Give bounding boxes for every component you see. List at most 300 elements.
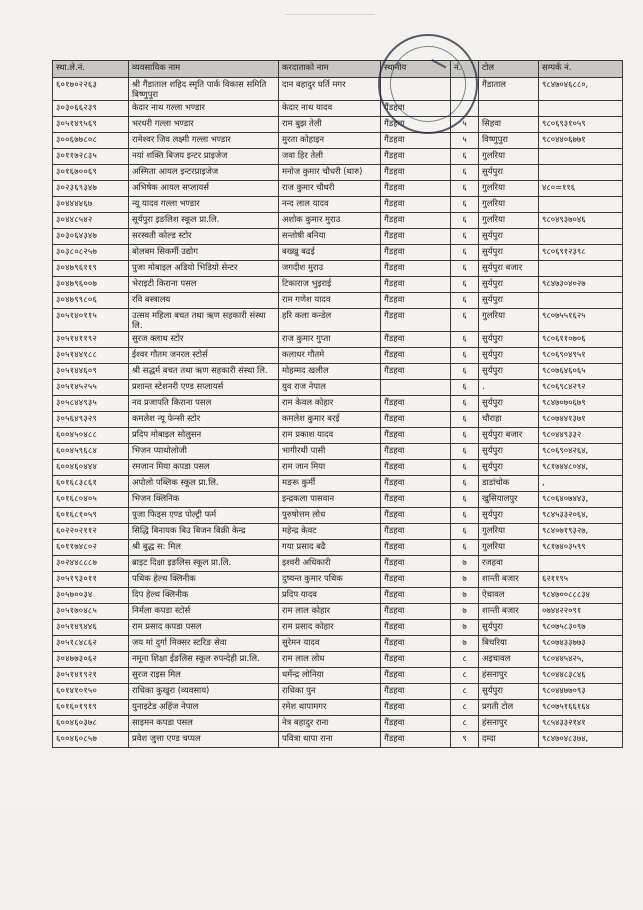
tole-cell: हंसनापुर: [479, 668, 539, 684]
reg-number-cell: ६००४५९६८४: [53, 444, 129, 460]
reg-number-cell: ३०५१४९५६९: [53, 117, 129, 133]
business-name-cell: न्यू यादव गल्ला भण्डार: [129, 197, 279, 213]
taxpayer-name-cell: राम लाल लोध: [279, 652, 381, 668]
taxpayer-name-cell: राम जान मिया: [279, 460, 381, 476]
ward-number-cell: ६: [451, 261, 479, 277]
business-name-cell: प्रवेश जुत्ता एण्ड चप्पल: [129, 732, 279, 748]
business-name-cell: सुरज राइस मिल: [129, 668, 279, 684]
reg-number-cell: ३०४४८५४२: [53, 213, 129, 229]
table-row: [53, 604, 623, 620]
taxpayer-name-cell: कलाधर गौतमे: [279, 348, 381, 364]
business-name-cell: कमलेश न्यू फेन्सी स्टोर: [129, 412, 279, 428]
business-name-cell: राधिका कुखुरा (व्यवसाय): [129, 684, 279, 700]
ward-number-cell: ७: [451, 620, 479, 636]
reg-number-cell: ३०४७९६११९: [53, 261, 129, 277]
tole-cell: दम्दा: [479, 732, 539, 748]
address-cell: गैंडहवा: [381, 636, 451, 652]
address-cell: गैंडहवा: [381, 213, 451, 229]
contact-number-cell: ९८०४४५४२५,: [539, 652, 623, 668]
taxpayer-name-cell: राम बुझ तेली: [279, 117, 381, 133]
address-cell: गैंडहवा: [381, 261, 451, 277]
table-row: [53, 700, 623, 716]
taxpayer-name-cell: प्रदिप यादव: [279, 588, 381, 604]
table-row: [53, 245, 623, 261]
tole-cell: सुर्यपुरा: [479, 245, 539, 261]
address-cell: गैंडहवा: [381, 508, 451, 524]
address-cell: गैंडहवा: [381, 181, 451, 197]
table-row: [53, 460, 623, 476]
address-cell: गैंडहवा: [381, 684, 451, 700]
table-row: [53, 149, 623, 165]
tole-cell: गुलरिया: [479, 149, 539, 165]
reg-number-cell: ३०३८०८२५७: [53, 245, 129, 261]
business-name-cell: सूर्यपुरा इङलिश स्कूल प्रा.लि.: [129, 213, 279, 229]
tole-cell: विष्णुपुरा: [479, 133, 539, 149]
address-cell: गैंडहवा: [381, 428, 451, 444]
contact-number-cell: ९८०७६४६०६५: [539, 364, 623, 380]
ward-number-cell: ९: [451, 732, 479, 748]
address-cell: गैंडहवा: [381, 197, 451, 213]
tole-cell: सुर्यपुरा: [479, 684, 539, 700]
tole-cell: हंसनापुर: [479, 716, 539, 732]
tole-cell: खुसियालपुर: [479, 492, 539, 508]
tole-cell: ऐचावल: [479, 588, 539, 604]
table-row: [53, 428, 623, 444]
ward-number-cell: ६: [451, 332, 479, 348]
ward-number-cell: ८: [451, 652, 479, 668]
taxpayer-name-cell: राम केवल कोहार: [279, 396, 381, 412]
taxpayer-name-cell: गया प्रसाद बढै: [279, 540, 381, 556]
ward-number-cell: ६: [451, 460, 479, 476]
tole-cell: गुलरिया: [479, 197, 539, 213]
tole-cell: शान्ती बजार: [479, 572, 539, 588]
address-cell: गैंडहवा: [381, 149, 451, 165]
contact-number-cell: ९८०४९३७०४६: [539, 213, 623, 229]
address-cell: गैंडहवा: [381, 133, 451, 149]
taxpayer-name-cell: इश्वरी अधिकारी: [279, 556, 381, 572]
table-row: [53, 332, 623, 348]
address-cell: गैंडहवा: [381, 101, 451, 117]
ward-number-cell: ६: [451, 348, 479, 364]
reg-number-cell: ३०३०६४३४७: [53, 229, 129, 245]
business-name-cell: भिजन क्लिनिक: [129, 492, 279, 508]
contact-number-cell: ९८१७४४८०४४,: [539, 460, 623, 476]
tole-cell: सुर्यपुरा: [479, 229, 539, 245]
reg-number-cell: ३०१६७००६९: [53, 165, 129, 181]
tole-cell: .: [479, 380, 539, 396]
contact-number-cell: ९८४७३०४०२७: [539, 277, 623, 293]
taxpayer-name-cell: इन्द्रकला पासवान: [279, 492, 381, 508]
table-row: [53, 668, 623, 684]
address-cell: गैंडहवा: [381, 572, 451, 588]
table-row: [53, 652, 623, 668]
reg-number-cell: ३०५१४५२५५: [53, 380, 129, 396]
address-cell: गैंडहवा: [381, 165, 451, 181]
taxpayer-name-cell: दान बहादुर घर्ति मगर: [279, 78, 381, 101]
header-taxpayer-name: करदाताको नाम: [279, 61, 381, 78]
contact-number-cell: ९८०६९१२३९८: [539, 245, 623, 261]
table-row: [53, 620, 623, 636]
contact-number-cell: [539, 261, 623, 277]
contact-number-cell: ९८१७४०३५९९: [539, 540, 623, 556]
tole-cell: सुर्यपुरा: [479, 508, 539, 524]
tole-cell: गुलरिया: [479, 540, 539, 556]
taxpayer-name-cell: मनोज कुमार चौधरी (थारु): [279, 165, 381, 181]
table-row: [53, 78, 623, 101]
ward-number-cell: ५: [451, 133, 479, 149]
table-row: [53, 293, 623, 309]
business-name-cell: रामेश्वर जिव लक्ष्मी गल्ला भण्डार: [129, 133, 279, 149]
contact-number-cell: ९८०४४०६७७१: [539, 133, 623, 149]
address-cell: गैंडहवा: [381, 348, 451, 364]
ward-number-cell: ६: [451, 364, 479, 380]
ward-number-cell: ६: [451, 213, 479, 229]
ward-number-cell: ६: [451, 277, 479, 293]
reg-number-cell: ३०३०६६२३९: [53, 101, 129, 117]
taxpayer-name-cell: राम प्रसाद कोहार: [279, 620, 381, 636]
ward-number-cell: ६: [451, 380, 479, 396]
reg-number-cell: ३०५८४४९३५: [53, 396, 129, 412]
contact-number-cell: ९८०७५८३०९७: [539, 620, 623, 636]
taxpayer-name-cell: भागीरथी पासी: [279, 444, 381, 460]
tole-cell: सिहवा: [479, 117, 539, 133]
address-cell: [381, 380, 451, 396]
contact-number-cell: ९८०६९३१०५९: [539, 117, 623, 133]
table-row: [53, 213, 623, 229]
taxpayer-name-cell: दुष्यन्त कुमार पथिक: [279, 572, 381, 588]
reg-number-cell: ३०५६४९३२९: [53, 412, 129, 428]
ward-number-cell: ६: [451, 245, 479, 261]
business-name-cell: श्री गैंडाताल शहिद स्मृति पार्क विकास समिति बिष्णुपुरा: [129, 78, 279, 101]
table-row: [53, 732, 623, 748]
reg-number-cell: ६०१६०१९१९: [53, 700, 129, 716]
ward-number-cell: ५: [451, 117, 479, 133]
ward-number-cell: ७: [451, 588, 479, 604]
reg-number-cell: ३०५१४४१८८: [53, 348, 129, 364]
header-contact: सम्पर्क नं.: [539, 61, 623, 78]
business-name-cell: दिप हेल्थ क्लिनीक: [129, 588, 279, 604]
ward-number-cell: ६: [451, 540, 479, 556]
taxpayer-name-cell: जगदीश मुराउ: [279, 261, 381, 277]
table-body: [53, 78, 623, 748]
reg-number-cell: ३०२३६९३४७: [53, 181, 129, 197]
tole-cell: रजहवा: [479, 556, 539, 572]
table-row: [53, 716, 623, 732]
table-row: [53, 117, 623, 133]
business-name-cell: प्रशान्त स्टेशनरी एण्ड सप्लायर्स: [129, 380, 279, 396]
header-reg-no: स्था.ले.नं.: [53, 61, 129, 78]
reg-number-cell: ६००४६०८५७: [53, 732, 129, 748]
address-cell: गैंडहवा: [381, 293, 451, 309]
table-row: [53, 309, 623, 332]
business-name-cell: रमजान मिया कपडा पसल: [129, 460, 279, 476]
taxpayer-name-cell: सन्तोषी बनिया: [279, 229, 381, 245]
contact-number-cell: ९८०६४०७४४३,: [539, 492, 623, 508]
business-name-cell: भेराइटी किराना पसल: [129, 277, 279, 293]
business-name-cell: ईश्वर गौतम जनरल स्टोर्स: [129, 348, 279, 364]
business-name-cell: श्री सद्धर्म बचत तथा ऋण सहकारी संस्था लि.: [129, 364, 279, 380]
ward-number-cell: ८: [451, 700, 479, 716]
business-name-cell: भरधरी गल्ला भण्डार: [129, 117, 279, 133]
contact-number-cell: ९८०४४७७०९३: [539, 684, 623, 700]
ward-number-cell: ६: [451, 428, 479, 444]
business-name-cell: अपोलो पब्लिक स्कूल प्रा.लि.: [129, 476, 279, 492]
tole-cell: गैंडाताल: [479, 78, 539, 101]
table-row: [53, 261, 623, 277]
address-cell: गैंडहवा: [381, 364, 451, 380]
ward-number-cell: ८: [451, 668, 479, 684]
ward-number-cell: ८: [451, 716, 479, 732]
taxpayer-name-cell: राज कुमार गुप्ता: [279, 332, 381, 348]
header-tole: टोल: [479, 61, 539, 78]
taxpayer-name-cell: राम प्रकाश यादव: [279, 428, 381, 444]
reg-number-cell: ३०४७७३०६२: [53, 652, 129, 668]
business-name-cell: सुरज क्लाथ स्टोर: [129, 332, 279, 348]
ward-number-cell: ६: [451, 524, 479, 540]
address-cell: गैंडहवा: [381, 556, 451, 572]
taxpayer-name-cell: टिकाराज भुइराई: [279, 277, 381, 293]
top-header-fragment: [285, 0, 375, 15]
taxpayer-name-cell: राम लाल कोहार: [279, 604, 381, 620]
table-row: [53, 229, 623, 245]
reg-number-cell: ६०११७४८०२: [53, 540, 129, 556]
business-name-cell: पुजा फिड्स एण्ड पोल्ट्री फर्म: [129, 508, 279, 524]
taxpayer-name-cell: पुरुषोत्तम लोध: [279, 508, 381, 524]
table-row: [53, 556, 623, 572]
reg-number-cell: ३०५१४०११५: [53, 309, 129, 332]
address-cell: गैंडहवा: [381, 652, 451, 668]
table-row: [53, 524, 623, 540]
ward-number-cell: ७: [451, 604, 479, 620]
ward-number-cell: ६: [451, 181, 479, 197]
table-row: [53, 444, 623, 460]
taxpayer-name-cell: धर्मेन्द्र लोनिया: [279, 668, 381, 684]
contact-number-cell: [539, 149, 623, 165]
tole-cell: सुर्यपुरा: [479, 348, 539, 364]
contact-number-cell: ९८४०७१९३२७,: [539, 524, 623, 540]
business-name-cell: युनाइटेड अहिंज नेपाल: [129, 700, 279, 716]
ward-number-cell: ६: [451, 508, 479, 524]
address-cell: गैंडहवा: [381, 732, 451, 748]
address-cell: गैंडहवा: [381, 700, 451, 716]
table-row: [53, 636, 623, 652]
business-name-cell: अभिषेक आयल सप्लायर्स: [129, 181, 279, 197]
taxpayer-name-cell: राज कुमार चौधरी: [279, 181, 381, 197]
address-cell: गैंडहवा: [381, 117, 451, 133]
ward-number-cell: ६: [451, 197, 479, 213]
ward-number-cell: ८: [451, 684, 479, 700]
address-cell: गैंडहवा: [381, 229, 451, 245]
table-row: [53, 492, 623, 508]
taxpayer-name-cell: पवित्रा थापा राना: [279, 732, 381, 748]
address-cell: गैंडहवा: [381, 492, 451, 508]
table-row: [53, 380, 623, 396]
ward-number-cell: ६: [451, 229, 479, 245]
address-cell: गैंडहवा: [381, 412, 451, 428]
ward-number-cell: ६: [451, 444, 479, 460]
reg-number-cell: ३०५१७०४८५: [53, 604, 129, 620]
reg-number-cell: ३०५१८४८६२: [53, 636, 129, 652]
contact-number-cell: ९८४७०४८३७४,: [539, 732, 623, 748]
ward-number-cell: ६: [451, 165, 479, 181]
table-row: [53, 277, 623, 293]
contact-number-cell: ९८४७००८८८३४: [539, 588, 623, 604]
business-name-cell: नमूना शिक्षा ईङलिस स्कूल रुपन्देही प्रा.लि.: [129, 652, 279, 668]
ward-number-cell: ६: [451, 149, 479, 165]
contact-number-cell: ९८०६९०४९५१: [539, 348, 623, 364]
taxpayer-name-cell: अशोक कुमार मुराउ: [279, 213, 381, 229]
taxpayer-name-cell: कमलेश कुमार बरई: [279, 412, 381, 428]
business-name-cell: साइमन कपडा पसल: [129, 716, 279, 732]
contact-number-cell: [539, 556, 623, 572]
reg-number-cell: ३०५१४४६०९: [53, 364, 129, 380]
contact-number-cell: ९८५४३३२१४१: [539, 716, 623, 732]
table-row: [53, 476, 623, 492]
table-row: [53, 165, 623, 181]
tole-cell: गुलरिया: [479, 309, 539, 332]
reg-number-cell: ६०१४१०१५०: [53, 684, 129, 700]
taxpayer-name-cell: मुरता कोहाइन: [279, 133, 381, 149]
header-ward: नं.: [451, 61, 479, 78]
taxpayer-name-cell: महेन्द्र केवट: [279, 524, 381, 540]
taxpayer-name-cell: हरि कला कन्डेल: [279, 309, 381, 332]
tole-cell: गुलरिया: [479, 524, 539, 540]
reg-number-cell: ३०४७९९८०६: [53, 293, 129, 309]
reg-number-cell: ३०४४४४६७: [53, 197, 129, 213]
table-row: [53, 181, 623, 197]
contact-number-cell: ९८०७५१६६१६४: [539, 700, 623, 716]
ward-number-cell: ६: [451, 309, 479, 332]
address-cell: गैंडहवा: [381, 668, 451, 684]
ward-number-cell: ७: [451, 572, 479, 588]
tole-cell: चौराहा: [479, 412, 539, 428]
ward-number-cell: ६: [451, 293, 479, 309]
business-name-cell: केदार नाथ गल्ला भण्डार: [129, 101, 279, 117]
reg-number-cell: ३००६७७८०८: [53, 133, 129, 149]
tole-cell: [479, 101, 539, 117]
address-cell: गैंडहवा: [381, 444, 451, 460]
tole-cell: सुर्यपुरा: [479, 293, 539, 309]
reg-number-cell: ६०१६८१०५९: [53, 508, 129, 524]
contact-number-cell: ,: [539, 476, 623, 492]
tole-cell: शान्ती बजार: [479, 604, 539, 620]
business-name-cell: सिद्धि बिनायक बिउ बिजन बिक्री केन्द्र: [129, 524, 279, 540]
contact-number-cell: ९८४७०७०६७९: [539, 396, 623, 412]
business-name-cell: पुजा मोबाइल अडियो भिडियो सेन्टर: [129, 261, 279, 277]
contact-number-cell: ९८०६११०७०६: [539, 332, 623, 348]
contact-number-cell: [539, 293, 623, 309]
taxpayer-name-cell: रमेश थापामगर: [279, 700, 381, 716]
table-row: [53, 348, 623, 364]
address-cell: गैंडहवा: [381, 604, 451, 620]
tole-cell: सुर्यपुरा: [479, 165, 539, 181]
contact-number-cell: ४८०=११६: [539, 181, 623, 197]
address-cell: गैंडहवा: [381, 277, 451, 293]
business-name-cell: पथिक हेल्थ क्लिनीक: [129, 572, 279, 588]
taxpayer-name-cell: मोहम्मद खलील: [279, 364, 381, 380]
business-name-cell: नयां शक्ति बिजय इन्टर प्राइजेज: [129, 149, 279, 165]
reg-number-cell: ६०२२०२११२: [53, 524, 129, 540]
contact-number-cell: [539, 229, 623, 245]
table-header: [53, 61, 623, 78]
reg-number-cell: ३०५१४९४४६: [53, 620, 129, 636]
table-row: [53, 684, 623, 700]
table-row: [53, 364, 623, 380]
business-name-cell: बोलबम सिकर्मी उद्योग: [129, 245, 279, 261]
reg-number-cell: ६००४५०४८८: [53, 428, 129, 444]
contact-number-cell: [539, 165, 623, 181]
reg-number-cell: ६००४६०३७८: [53, 716, 129, 732]
header-address: स्थानीय: [381, 61, 451, 78]
contact-number-cell: ९८०४४८३८४६: [539, 668, 623, 684]
business-name-cell: अस्मिता आयल इन्टरप्राइजेज: [129, 165, 279, 181]
seal-emblem: [431, 48, 452, 68]
taxpayer-name-cell: बख्खु बढई: [279, 245, 381, 261]
tole-cell: गुलरिया: [479, 213, 539, 229]
tole-cell: सुर्यपुरा: [479, 444, 539, 460]
business-name-cell: भिजन प्याथोलोजी: [129, 444, 279, 460]
reg-number-cell: ६०१७०२२६३: [53, 78, 129, 101]
address-cell: गैंडहवा: [381, 245, 451, 261]
address-cell: गैंडहवा: [381, 620, 451, 636]
ward-number-cell: ७: [451, 556, 479, 572]
ward-number-cell: ६: [451, 412, 479, 428]
reg-number-cell: ३०११७२८३५: [53, 149, 129, 165]
business-name-cell: सरस्वती कोल्ड स्टोर: [129, 229, 279, 245]
tole-cell: सुर्यपुरा: [479, 620, 539, 636]
table-row: [53, 588, 623, 604]
business-name-cell: उत्सव महिला बचत तथा ऋण सहकारी संस्था लि.: [129, 309, 279, 332]
tole-cell: सुर्यपुरा: [479, 396, 539, 412]
table-row: [53, 101, 623, 117]
business-register-table: [52, 60, 623, 748]
ward-number-cell: ६: [451, 476, 479, 492]
taxpayer-name-cell: नेत्र बहादुर राना: [279, 716, 381, 732]
contact-number-cell: ०७४४२२०९१: [539, 604, 623, 620]
ward-number-cell: ७: [451, 636, 479, 652]
tole-cell: गुलरिया: [479, 181, 539, 197]
contact-number-cell: ९८४५३३२०६४,: [539, 508, 623, 524]
contact-number-cell: ९८०७४४१३७१: [539, 412, 623, 428]
tole-cell: सुर्यपुरा: [479, 332, 539, 348]
address-cell: गैंडहवा: [381, 716, 451, 732]
business-name-cell: प्रदिप मोबाइल सोलुसन: [129, 428, 279, 444]
table-row: [53, 396, 623, 412]
address-cell: गैंडहवा: [381, 524, 451, 540]
reg-number-cell: ३०५१४११९२: [53, 332, 129, 348]
address-cell: गैंडहवा: [381, 309, 451, 332]
address-cell: गैंडहवा: [381, 540, 451, 556]
business-name-cell: नव प्रजापति किराना पसल: [129, 396, 279, 412]
contact-number-cell: [539, 197, 623, 213]
table-row: [53, 572, 623, 588]
reg-number-cell: ६०१६८०४०५: [53, 492, 129, 508]
header-business-name: व्यवसायिक नाम: [129, 61, 279, 78]
address-cell: गैंडहवा: [381, 588, 451, 604]
tole-cell: सुर्यपुरा: [479, 364, 539, 380]
business-name-cell: ब्राइट दिक्षा इङलिस स्कूल प्रा.लि.: [129, 556, 279, 572]
reg-number-cell: ३०४७९६००७: [53, 277, 129, 293]
taxpayer-name-cell: राधिका पुन: [279, 684, 381, 700]
address-cell: गैंडहवा: [381, 476, 451, 492]
contact-number-cell: ९८०४४९३३२: [539, 428, 623, 444]
business-name-cell: निर्मला कपडा स्टोर्स: [129, 604, 279, 620]
tole-cell: सुर्यपुरा: [479, 277, 539, 293]
reg-number-cell: ३०५७००३४: [53, 588, 129, 604]
reg-number-cell: ३०५१९३०११: [53, 572, 129, 588]
contact-number-cell: ९८०७४३३७७३: [539, 636, 623, 652]
contact-number-cell: ९८४७०४६८८०,: [539, 78, 623, 101]
